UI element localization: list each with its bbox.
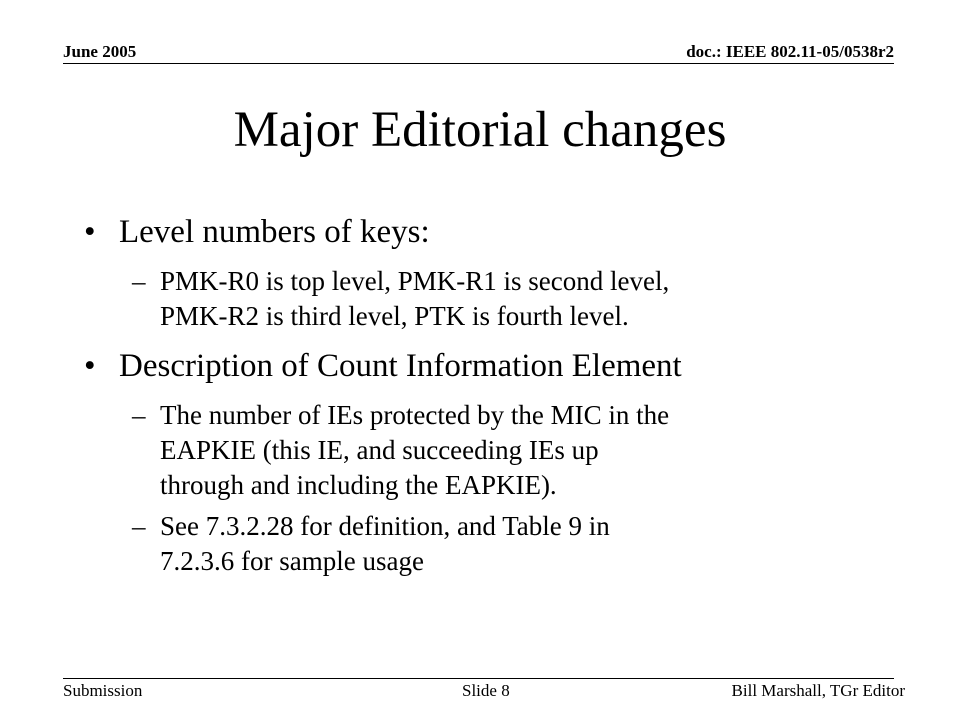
sub-bullet-marker: – — [132, 400, 146, 430]
slide-body — [84, 210, 904, 579]
sub-bullet-marker: – — [132, 266, 146, 296]
bullet-item — [84, 344, 904, 388]
sub-bullet-line: 7.2.3.6 for sample usage — [160, 546, 424, 576]
bullet-marker: • — [84, 214, 96, 250]
sub-bullet-line: through and including the EAPKIE). — [160, 470, 557, 500]
header-doc-id: doc.: IEEE 802.11-05/0538r2 — [686, 42, 894, 61]
bullet-item — [84, 210, 904, 254]
bullet-text: Level numbers of keys: — [119, 214, 430, 250]
sub-bullet-marker: – — [132, 511, 146, 541]
sub-bullet-line: EAPKIE (this IE, and succeeding IEs up — [160, 435, 599, 465]
sub-bullet-item — [84, 264, 904, 334]
footer-author: Bill Marshall, TGr Editor — [731, 681, 905, 700]
sub-bullet-line: PMK-R2 is third level, PTK is fourth level. — [160, 301, 629, 331]
header-date: June 2005 — [63, 42, 137, 61]
bullet-marker: • — [84, 348, 96, 384]
footer-divider — [63, 678, 894, 679]
slide-title: Major Editorial changes — [233, 102, 727, 158]
sub-bullet-line: PMK-R0 is top level, PMK-R1 is second level, — [160, 266, 670, 296]
sub-bullet-item — [84, 509, 904, 579]
sub-bullet-item — [84, 398, 904, 503]
header-divider — [63, 63, 894, 64]
footer-submission: Submission — [63, 681, 143, 700]
footer-slide-number: Slide 8 — [462, 681, 510, 700]
bullet-text: Description of Count Information Element — [119, 348, 682, 384]
sub-bullet-line: The number of IEs protected by the MIC in the — [160, 400, 670, 430]
sub-bullet-line: See 7.3.2.28 for definition, and Table 9 in — [160, 511, 610, 541]
